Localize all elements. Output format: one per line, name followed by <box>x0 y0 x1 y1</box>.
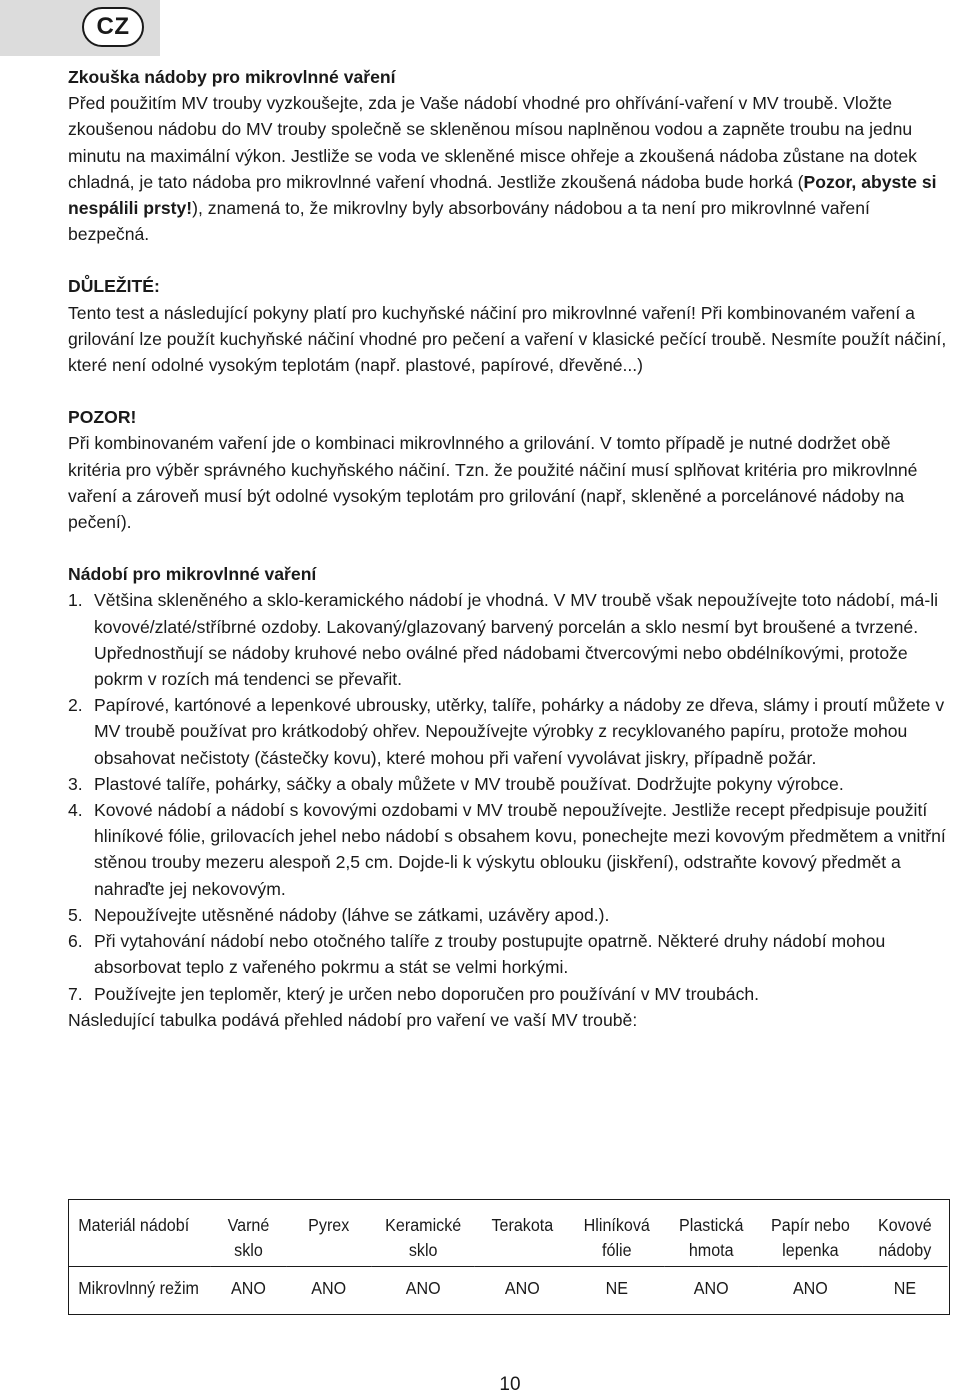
language-tab <box>0 0 160 56</box>
table-header-cell: Kovové nádoby <box>878 1215 932 1260</box>
language-badge: CZ <box>82 7 144 47</box>
list-item <box>68 797 948 902</box>
table-cell: ANO <box>664 1266 758 1314</box>
table-header-row <box>69 1200 947 1266</box>
cookware-heading: Nádobí pro mikrovlnné vaření <box>68 564 317 585</box>
table-cell: Mikrovlnný režim <box>69 1266 211 1314</box>
list-item <box>68 692 948 771</box>
item-number: 2. <box>68 695 83 716</box>
list-item <box>68 928 948 980</box>
item-number: 6. <box>68 931 83 952</box>
test-heading: Zkouška nádoby pro mikrovlnné vaření <box>68 67 396 87</box>
table-header-cell: Plastická hmota <box>679 1215 744 1260</box>
cookware-list <box>68 587 948 1006</box>
list-item <box>68 981 948 1007</box>
table-row <box>69 1266 947 1314</box>
important-heading: DŮLEŽITÉ: <box>68 276 160 297</box>
table-header-cell: Hliníková fólie <box>583 1215 650 1260</box>
item-text: Plastové talíře, pohárky, sáčky a obaly můžete v MV troubě používat. Dodržujte pokyny výrobce. <box>94 773 844 794</box>
item-number: 3. <box>68 773 83 794</box>
test-text-2: ), znamená to, že mikrovlny byly absorbovány nádobou a ta není pro mikrovlnné vaření bezpečná. <box>68 198 870 245</box>
table-cell: ANO <box>475 1266 569 1314</box>
table-header-cell: Keramické sklo <box>385 1215 462 1260</box>
caution-paragraph: Při kombinovaném vaření jde o kombinaci mikrovlnného a grilování. V tomto případě je nutné dodržet obě kritéria pro výběr správného kuchyňského náčiní. Tzn. že použité náčiní musí splňovat kritéria pro mikrovlnné vaření a zároveň musí být odolné vysokým teplotám pro grilování (např, skleněné a porcelánové nádoby na pečení). <box>68 433 918 533</box>
cookware-table <box>68 1199 950 1315</box>
caution-heading: POZOR! <box>68 407 137 428</box>
table-cell: ANO <box>286 1266 371 1314</box>
test-paragraph <box>68 90 948 247</box>
table-header-cell: Terakota <box>491 1215 554 1235</box>
table-header-cell: Papír nebo lepenka <box>771 1215 850 1260</box>
item-number: 5. <box>68 904 83 925</box>
item-number: 7. <box>68 983 83 1004</box>
table-header-cell: Varné sklo <box>227 1215 270 1260</box>
table-cell: NE <box>862 1266 947 1314</box>
test-warning: Pozor, abyste si nespálili prsty! <box>68 171 937 219</box>
item-number: 4. <box>68 800 83 821</box>
table-cell: NE <box>570 1266 664 1314</box>
item-text: Kovové nádobí a nádobí s kovovými ozdobami v MV troubě nepoužívejte. Jestliže recept předpisuje použití hliníkové fólie, grilovacích jehel nebo nádobí s obsahem kovu, ponechejte mezi kovovým předmětem a vnitřní stěnou trouby mezeru alespoň 2,5 cm. Dojde-li k výskytu oblouku (jiskření), odstraňte kovový předmět a nahraďte jej nekovovým. <box>94 800 946 899</box>
list-item <box>68 587 948 692</box>
test-text-1: Před použitím MV trouby vyzkoušejte, zda je Vaše nádobí vhodné pro ohřívání-vaření v MV troubě. Vložte zkoušenou nádobu do MV trouby společně se skleněnou mísou naplněnou vodou a zapněte troubu na jednu minutu na maximální výkon. Jestliže se voda ve skleněné misce ohřeje a zkoušená nádoba zůstane na dotek chladná, je tato nádoba pro mikrovlnné vaření vhodná. Jestliže zkoušená nádoba bude horká ( <box>68 93 917 192</box>
table-intro: Následující tabulka podává přehled nádobí pro vaření ve vaší MV troubě: <box>68 1009 638 1030</box>
table-cell: ANO <box>371 1266 475 1314</box>
list-item <box>68 771 948 797</box>
list-item <box>68 902 948 928</box>
page-number: 10 <box>499 1374 521 1395</box>
table-cell: ANO <box>758 1266 862 1314</box>
item-text: Používejte jen teploměr, který je určen nebo doporučen pro používání v MV troubách. <box>94 983 760 1004</box>
item-text: Nepoužívejte utěsněné nádoby (láhve se zátkami, uzávěry apod.). <box>94 904 610 925</box>
main-content <box>68 64 948 1033</box>
item-text: Papírové, kartónové a lepenkové ubrousky, utěrky, talíře, pohárky a nádoby ze dřeva, slámy i proutí můžete v MV troubě používat pro krátkodobý ohřev. Nepoužívejte výrobky z recyklovaného papíru, protože mohou obsahovat nečistoty (částečky kovu), které mohou při vaření vyvolávat jiskry, případně požár. <box>94 695 945 768</box>
item-number: 1. <box>68 590 83 611</box>
important-paragraph: Tento test a následující pokyny platí pro kuchyňské náčiní pro mikrovlnné vaření! Při kombinovaném vaření a grilování lze použít kuchyňské náčiní vhodné pro pečení a vaření v klasické pečící troubě. Nesmíte použít náčiní, které není odolné vysokým teplotám (např. plastové, papírové, dřevěné...) <box>68 302 947 376</box>
table-header-cell: Pyrex <box>308 1215 350 1235</box>
table-header-cell: Materiál nádobí <box>78 1215 190 1235</box>
item-text: Většina skleněného a sklo-keramického nádobí je vhodná. V MV troubě však nepoužívejte toto nádobí, má-li kovové/zlaté/stříbrné ozdoby. Lakovaný/glazovaný barvený porcelán a sklo nesmí byt broušené a tvrzené. Upřednostňují se nádoby kruhové nebo oválné před nádobami čtvercovými nebo obdélníkovými, protože pokrm v rozích má tendenci se převařit. <box>94 590 939 690</box>
table-cell: ANO <box>211 1266 287 1314</box>
item-text: Při vytahování nádobí nebo otočného talíře z trouby postupujte opatrně. Některé druhy nádobí mohou absorbovat teplo z vařeného pokrmu a stát se velmi horkými. <box>94 931 886 978</box>
